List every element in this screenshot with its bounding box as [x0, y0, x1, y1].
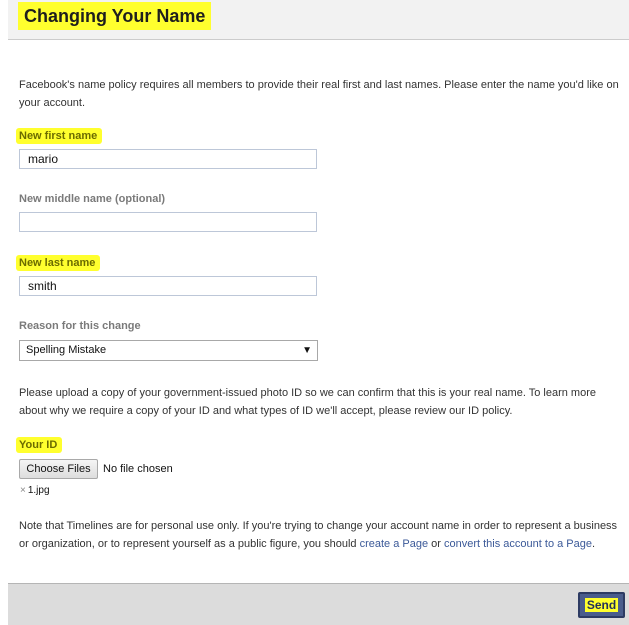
note-text-middle: or	[428, 538, 444, 550]
dropdown-arrow-icon: ▼	[302, 345, 312, 356]
middle-name-label: New middle name (optional)	[19, 193, 166, 205]
attached-file	[20, 485, 50, 496]
remove-file-icon[interactable]: ×	[20, 485, 26, 496]
choose-files-button[interactable]: Choose Files	[19, 459, 98, 479]
file-status-text: No file chosen	[103, 463, 173, 475]
intro-text: Facebook's name policy requires all members to provide their real first and last names. Please enter the name you'd like on your account.	[19, 79, 619, 109]
your-id-label: Your ID	[16, 437, 62, 453]
send-button[interactable]	[578, 592, 625, 618]
convert-account-link[interactable]: convert this account to a Page	[444, 538, 592, 550]
last-name-input[interactable]: smith	[19, 276, 317, 296]
note-text-after: .	[591, 538, 596, 550]
id-instructions: Please upload a copy of your government-issued photo ID so we can confirm that this is your real name. To learn more about why we require a copy of your ID and what types of ID we'll accept, please review our ID policy.	[19, 387, 596, 417]
attached-file-name: 1.jpg	[27, 485, 50, 496]
last-name-label: New last name	[16, 255, 100, 271]
send-button-label: Send	[586, 598, 617, 612]
middle-name-input[interactable]	[19, 212, 317, 232]
reason-select[interactable]	[19, 340, 318, 361]
reason-label: Reason for this change	[19, 320, 141, 332]
timeline-note	[19, 517, 619, 553]
page-title: Changing Your Name	[18, 2, 211, 30]
note-text-before: Note that Timelines are for personal use only. If you're trying to change your account name in order to represent a business or organization, or to represent yourself as a public figure, you should	[19, 520, 618, 550]
first-name-label: New first name	[16, 128, 102, 144]
reason-selected-value: Spelling Mistake	[26, 344, 107, 356]
first-name-input[interactable]: mario	[19, 149, 317, 169]
dialog-header	[8, 0, 629, 40]
dialog-footer	[8, 583, 629, 625]
create-page-link[interactable]: create a Page	[359, 538, 429, 550]
